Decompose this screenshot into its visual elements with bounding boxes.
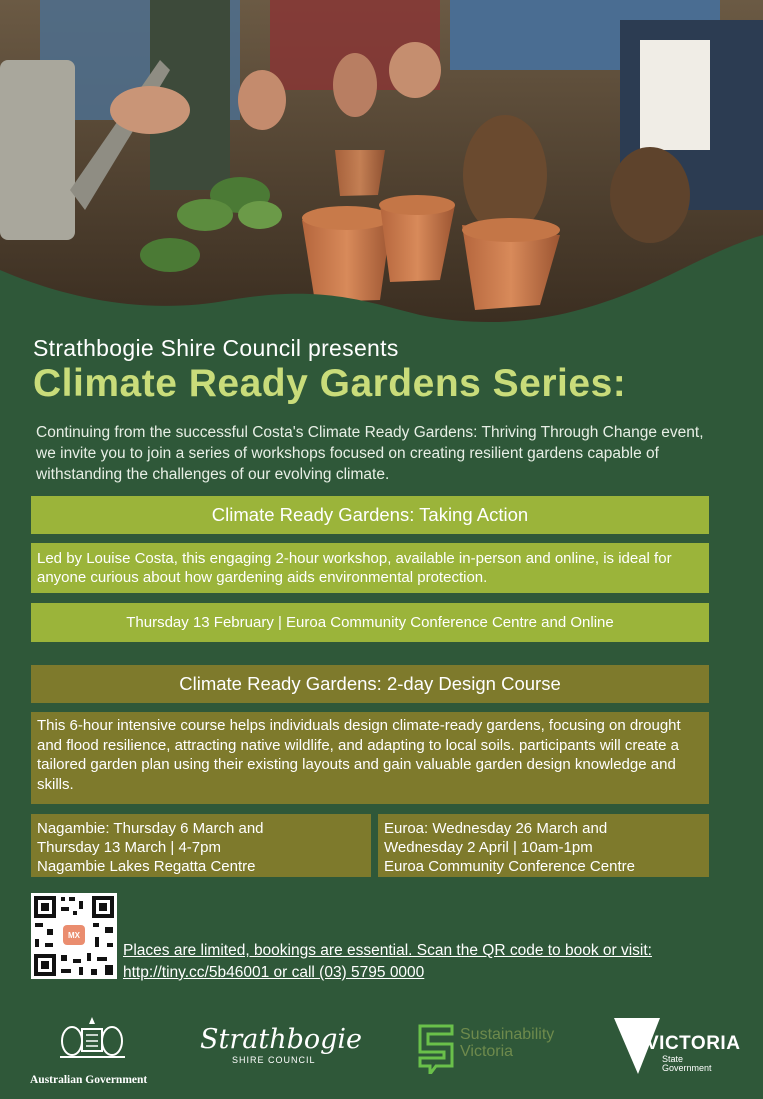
workshop1-heading: Climate Ready Gardens: Taking Action [31, 496, 709, 534]
workshop1-session: Thursday 13 February | Euroa Community Conference Centre and Online [31, 603, 709, 642]
sustainability-label: Sustainability [460, 1026, 555, 1043]
victoria-label: Victoria [460, 1043, 514, 1060]
strathbogie-logo [200, 1024, 363, 1075]
hero-garden-photo [0, 0, 763, 330]
workshop1-description: Led by Louise Costa, this engaging 2-hour workshop, available in-person and online, is ideal for anyone curious about how gardening aids environmental protection. [31, 543, 709, 593]
victoria-wordmark: VICTORIA [646, 1033, 741, 1054]
workshop2-description: This 6-hour intensive course helps individuals design climate-ready gardens, focusing on drought and flood resilience, attracting native wildlife, and adapting to local soils. participants will create a tailored garden plan using their existing layouts and gain valuable garden design knowledge and skills. [31, 712, 709, 804]
intro-paragraph: Continuing from the successful Costa's Climate Ready Gardens: Thriving Through Change event, we invite you to join a series of workshops focused on creating resilient gardens capable of withstanding the challenges of our evolving climate. [36, 424, 704, 483]
sustainability-victoria-logo [416, 1022, 576, 1077]
australian-government-logo [30, 1015, 155, 1085]
session-line: Nagambie: Thursday 6 March and [37, 820, 264, 837]
victoria-state-government-logo [612, 1016, 741, 1078]
presenter-line: Strathbogie Shire Council presents [33, 335, 399, 361]
session-line: Euroa Community Conference Centre [384, 858, 635, 875]
session-line: Euroa: Wednesday 26 March and [384, 820, 608, 837]
page-title: Climate Ready Gardens Series: [33, 362, 627, 405]
session-line: Nagambie Lakes Regatta Centre [37, 858, 256, 875]
workshop2-session-nagambie [31, 814, 371, 877]
workshop2-session-euroa [378, 814, 709, 877]
workshop2-heading: Climate Ready Gardens: 2-day Design Course [31, 665, 709, 703]
qr-code-icon[interactable] [31, 893, 117, 979]
strathbogie-subtitle: SHIRE COUNCIL [232, 1055, 316, 1065]
session-line: Wednesday 2 April | 10am-1pm [384, 839, 593, 856]
qr-badge: MX [63, 925, 85, 945]
session-line: Thursday 13 March | 4-7pm [37, 839, 221, 856]
victoria-sub-government: Government [662, 1063, 712, 1073]
australian-coat-of-arms-icon [30, 1015, 155, 1063]
sustainability-victoria-icon [416, 1022, 456, 1074]
australian-government-label: Australian Government [30, 1074, 148, 1086]
strathbogie-wordmark: Strathbogie [200, 1024, 363, 1055]
victoria-sub-state: State [662, 1054, 684, 1064]
booking-link[interactable]: Places are limited, bookings are essential. Scan the QR code to book or visit: http://tiny.cc/5b46001 or call (03) 5795 0000 [123, 942, 652, 981]
